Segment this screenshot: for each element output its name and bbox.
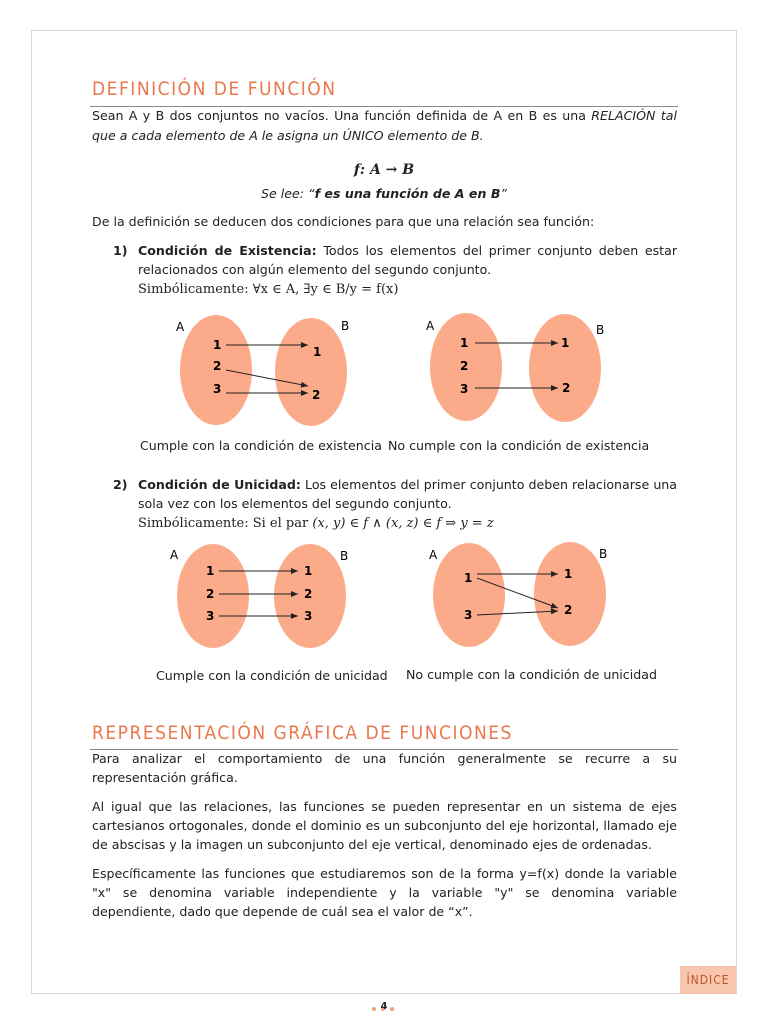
condition-number: 1) (113, 243, 128, 258)
a-element: 3 (460, 382, 469, 396)
set-b-ellipse (534, 542, 606, 646)
b-element: 2 (312, 388, 321, 402)
condition-text: Todos los elementos del primer conjunto deben estar relacionados con algún elemento del segundo conjunto. (138, 243, 677, 277)
a-element: 3 (213, 382, 222, 396)
caption-existence-ok: Cumple con la condición de existencia (140, 438, 382, 453)
condition-title: Condición de Existencia: (138, 243, 317, 258)
symbolic-formula: (x, y) ∈ f ∧ (x, z) ∈ f ⇒ y = z (312, 516, 494, 531)
reading-bold: f es una función de A en B (314, 186, 501, 201)
caption-existence-fail: No cumple con la condición de existencia (388, 438, 650, 453)
condition-title: Condición de Unicidad: (138, 477, 301, 492)
a-element: 1 (213, 338, 222, 352)
set-b-ellipse (529, 314, 601, 422)
reading-suffix: ” (500, 186, 507, 201)
paragraph-cartesian: Al igual que las relaciones, las funciones se pueden representar en un sistema de ejes cartesianos ortogonales, donde el dominio es un subconjunto del eje horizontal, llamado eje de abscisas y la imagen un subconjunto del eje vertical, denominado ejes de ordenadas. (92, 799, 677, 852)
diagram-uniqueness-ok (160, 540, 370, 655)
paragraph-variables: Específicamente las funciones que estudiaremos son de la forma y=f(x) donde la variable "x" se denomina variable independiente y la variable "y" se denomina variable dependiente, dado que depende de cuál sea el valor de “x”. (92, 866, 677, 919)
deduce-paragraph: De la definición se deducen dos condiciones para que una relación sea función: (92, 214, 595, 229)
set-a-label: A (170, 548, 179, 562)
set-b-label: B (341, 319, 350, 333)
diagram-existence-ok (160, 310, 370, 430)
b-element: 1 (561, 336, 570, 350)
diagram-existence-fail (415, 310, 625, 430)
caption-uniqueness-fail: No cumple con la condición de unicidad (406, 667, 657, 682)
definition-italic-text: RELACIÓN tal que a cada elemento de A le asigna un ÚNICO elemento de B. (92, 108, 677, 143)
condition-number: 2) (113, 477, 128, 492)
b-element: 2 (304, 587, 313, 601)
set-b-label: B (340, 549, 349, 563)
a-element: 3 (464, 608, 473, 622)
condition-uniqueness (113, 475, 677, 533)
reading-line (0, 186, 768, 201)
b-element: 1 (304, 564, 313, 578)
a-element: 1 (460, 336, 469, 350)
page-number: 4 (380, 1001, 388, 1012)
b-element: 3 (304, 609, 313, 623)
set-a-label: A (426, 319, 435, 333)
a-element: 2 (213, 359, 222, 373)
symbolic-line: Simbólicamente: ∀x ∈ A, ∃y ∈ B/y = f(x) (138, 282, 399, 297)
symbolic-line: Simbólicamente: Si el par (x, y) ∈ f ∧ (x, z) ∈ f ⇒ y = z (138, 516, 494, 531)
section-title-definicion: DEFINICIÓN DE FUNCIÓN (92, 78, 337, 100)
condition-text: Los elementos del primer conjunto deben relacionarse una sola vez con los elementos del segundo conjunto. (138, 477, 677, 511)
set-b-ellipse (275, 318, 350, 426)
set-b-label: B (599, 547, 608, 561)
a-element: 1 (464, 571, 473, 585)
a-element: 1 (206, 564, 215, 578)
set-a-ellipse (433, 543, 505, 647)
b-element: 2 (562, 381, 571, 395)
index-button[interactable]: ÍNDICE (680, 966, 736, 994)
symbolic-formula: ∀x ∈ A, ∃y ∈ B/y = f(x) (252, 282, 399, 297)
b-element: 1 (564, 567, 573, 581)
a-element: 2 (206, 587, 215, 601)
diagram-uniqueness-fail (415, 540, 625, 655)
section-title-representacion: REPRESENTACIÓN GRÁFICA DE FUNCIONES (92, 722, 513, 744)
a-element: 3 (206, 609, 215, 623)
reading-prefix: Se lee: “ (261, 186, 315, 201)
set-a-label: A (429, 548, 438, 562)
condition-existence (113, 241, 677, 299)
definition-paragraph (92, 106, 677, 146)
b-element: 2 (564, 603, 573, 617)
set-b-label: B (596, 323, 605, 337)
a-element: 2 (460, 359, 469, 373)
b-element: 1 (313, 345, 322, 359)
set-a-label: A (176, 320, 185, 334)
function-formula: f: A → B (353, 162, 415, 178)
definition-text: Sean A y B dos conjuntos no vacíos. Una función definida de A en B es una (92, 108, 592, 123)
paragraph-graph-intro: Para analizar el comportamiento de una función generalmente se recurre a su representación gráfica. (92, 751, 677, 785)
caption-uniqueness-ok: Cumple con la condición de unicidad (156, 668, 388, 683)
